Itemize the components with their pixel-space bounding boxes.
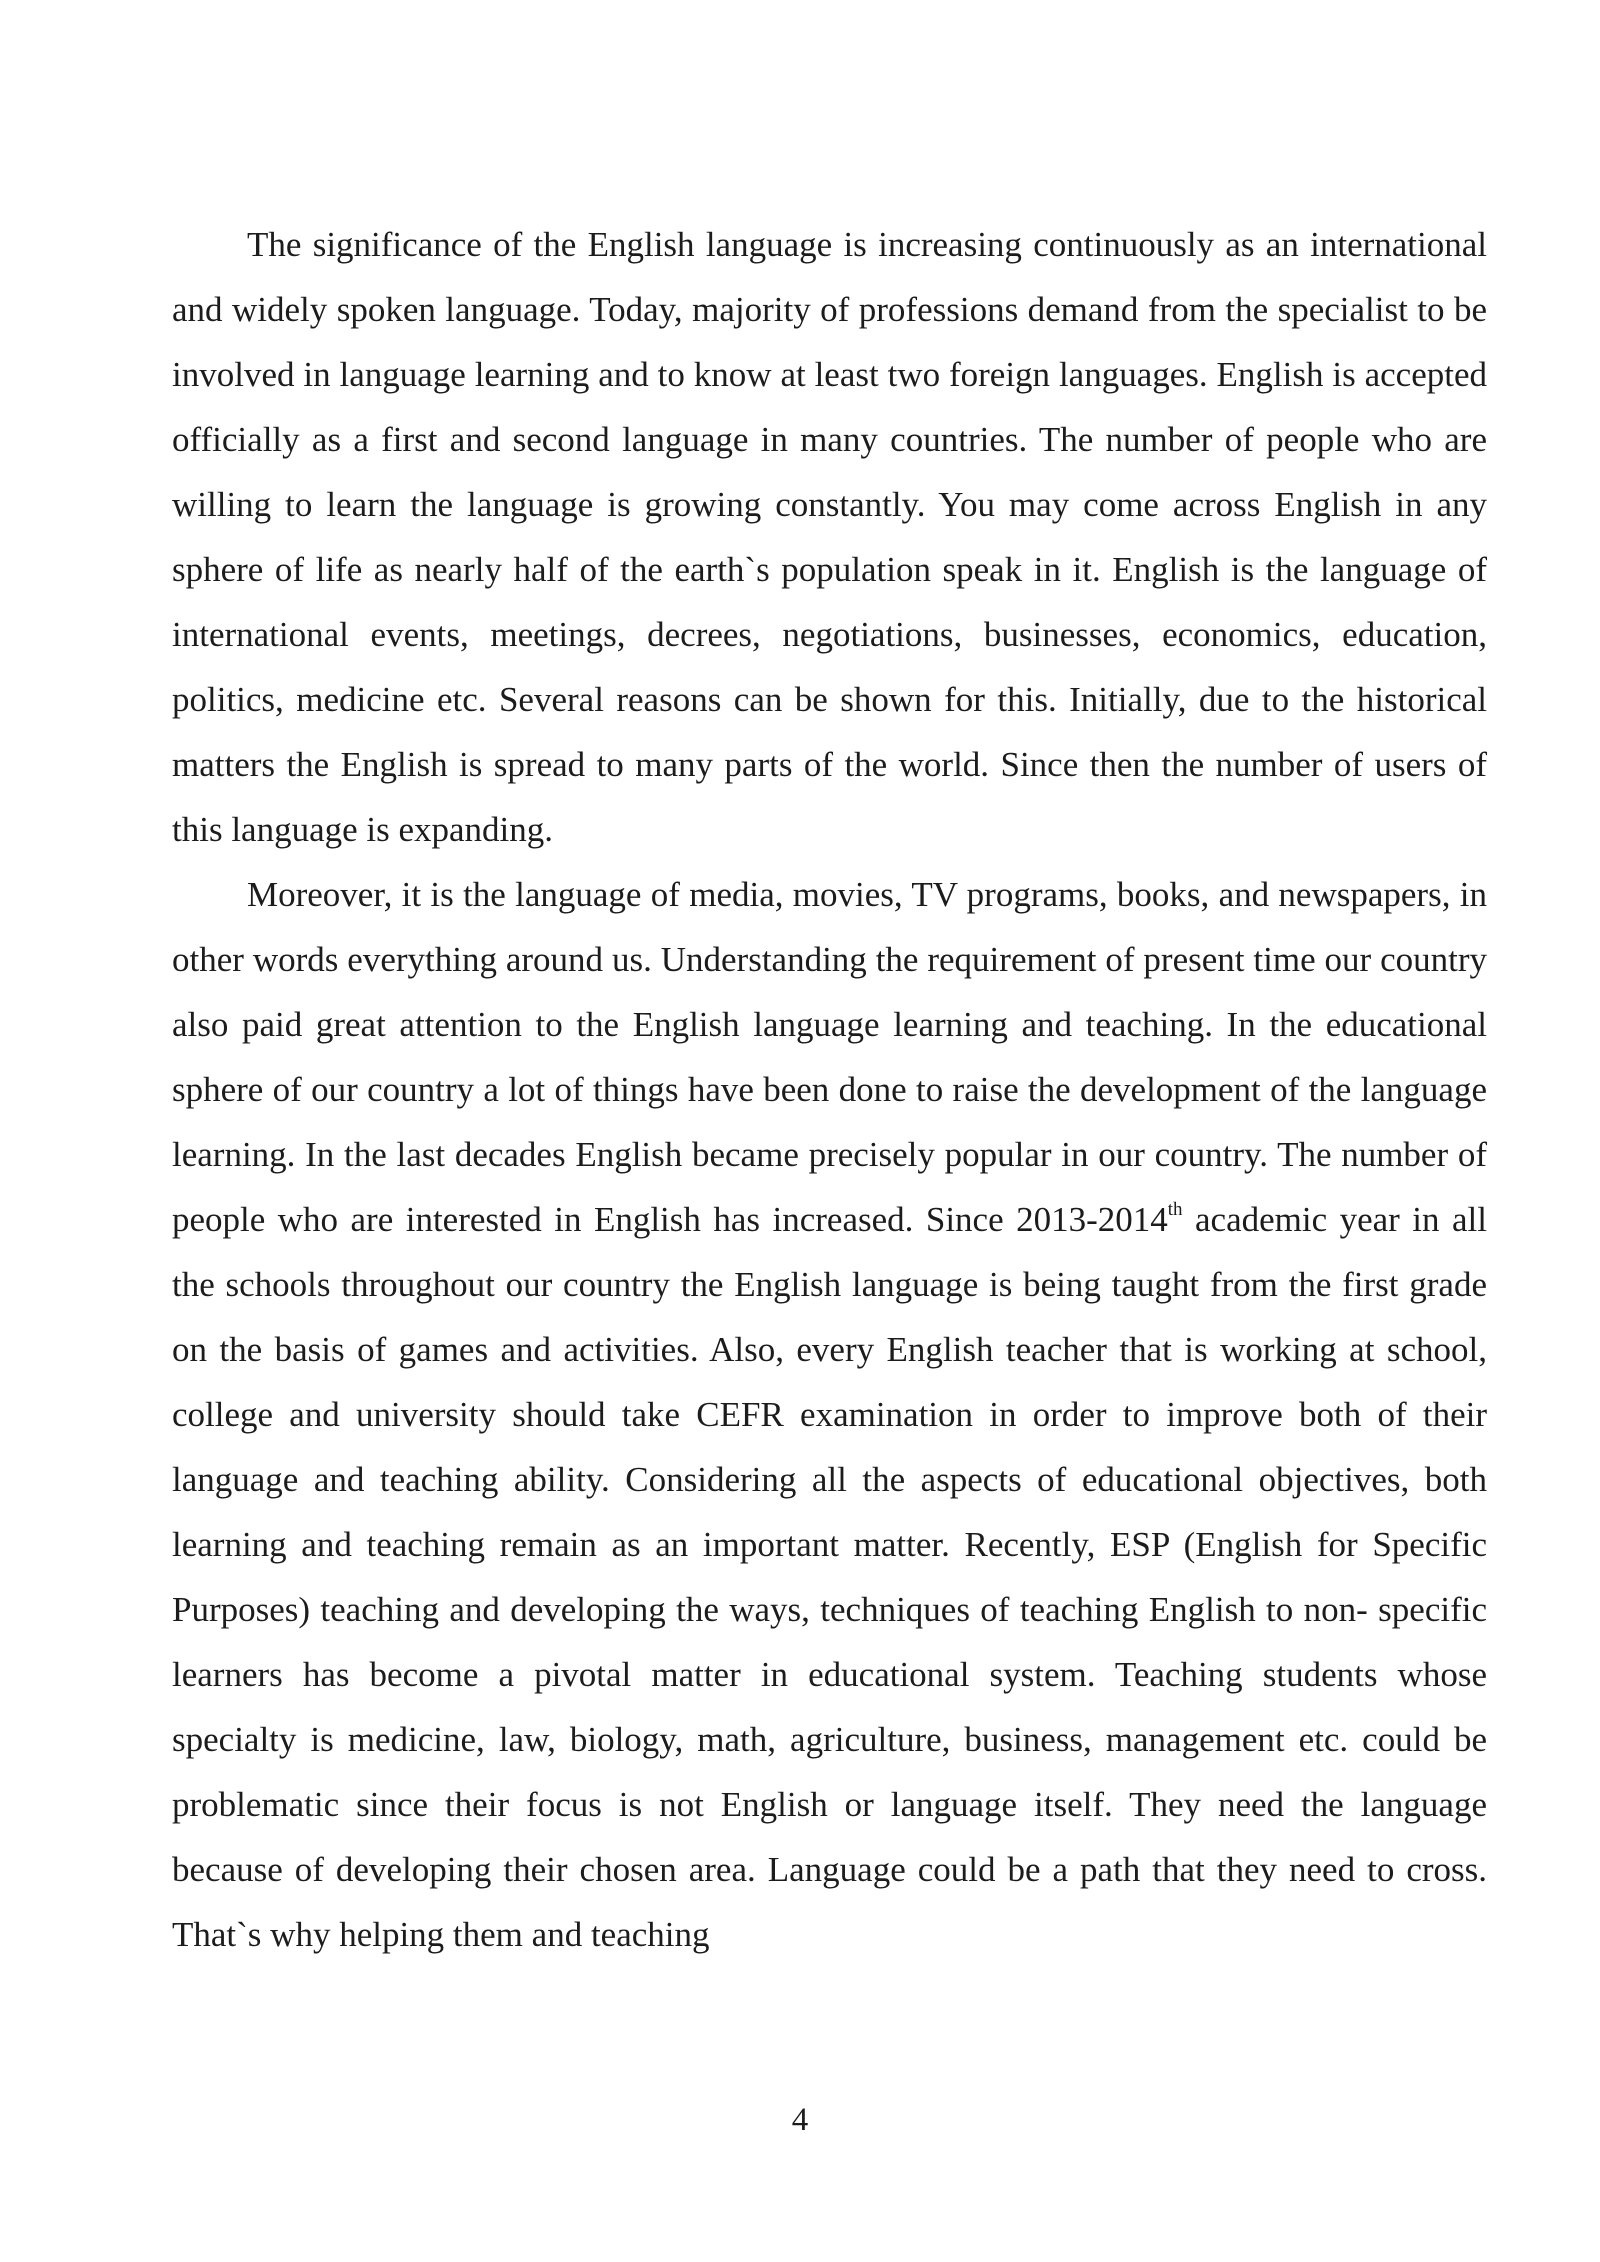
paragraph	[172, 212, 1487, 862]
paragraph-text: Moreover, it is the language of media, movies, TV programs, books, and newspapers, in other words everything around us. Understanding the requirement of present time our country also paid great attention to the English language learning and teaching. In the educational sphere of our country a lot of things have been done to raise the development of the language learning. In the last decades English became precisely popular in our country. The number of people who are interested in English has increased. Since 2013-2014	[172, 875, 1487, 1239]
page-number: 4	[791, 2102, 809, 2138]
paragraph-text: academic year in all the schools throughout our country the English language is being taught from the first grade on the basis of games and activities. Also, every English teacher that is working at school, college and university should take CEFR examination in order to improve both of their language and teaching ability. Considering all the aspects of educational objectives, both learning and teaching remain as an important matter. Recently, ESP (English for Specific Purposes) teaching and developing the ways, techniques of teaching English to non- specific learners has become a pivotal matter in educational system. Teaching students whose specialty is medicine, law, biology, math, agriculture, business, management etc. could be problematic since their focus is not English or language itself. They need the language because of developing their chosen area. Language could be a path that they need to cross. That`s why helping them and teaching	[172, 1200, 1487, 1954]
paragraph-text: The significance of the English language is increasing continuously as an international and widely spoken language. Today, majority of professions demand from the specialist to be involved in language learning and to know at least two foreign languages. English is accepted officially as a first and second language in many countries. The number of people who are willing to learn the language is growing constantly. You may come across English in any sphere of life as nearly half of the earth`s population speak in it. English is the language of international events, meetings, decrees, negotiations, businesses, economics, education, politics, medicine etc. Several reasons can be shown for this. Initially, due to the historical matters the English is spread to many parts of the world. Since then the number of users of this language is expanding.	[172, 225, 1487, 849]
paragraph	[172, 862, 1487, 1967]
ordinal-superscript: th	[1167, 1199, 1183, 1221]
body-text	[172, 212, 1487, 1967]
